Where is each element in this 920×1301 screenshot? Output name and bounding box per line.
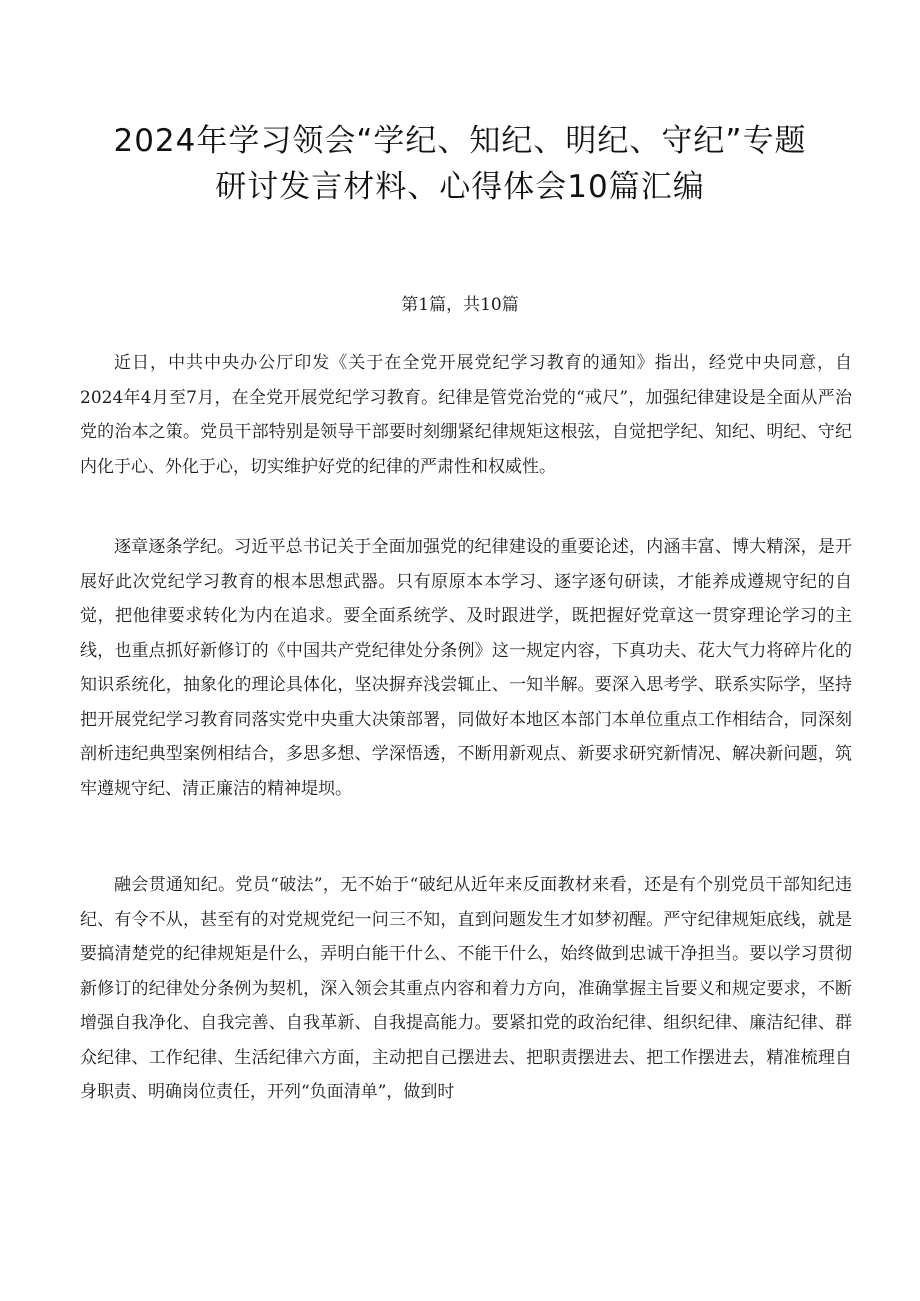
body-paragraph-3: 融会贯通知纪。党员“破法”，无不始于“破纪从近年来反面教材来看，还是有个别党员干部知纪违纪、有令不从，甚至有的对党规党纪一问三不知，直到问题发生才如梦初醒。严守纪律规矩底线，就是要搞清楚党的纪律规矩是什么，弄明白能干什么、不能干什么，始终做到忠诚干净担当。要以学习贯彻新修订的纪律处分条例为契机，深入领会其重点内容和着力方向，准确掌握主旨要义和规定要求，不断增强自我净化、自我完善、自我革新、自我提高能力。要紧扣党的政治纪律、组织纪律、廉洁纪律、群众纪律、工作纪律、生活纪律六方面，主动把自己摆进去、把职责摆进去、把工作摆进去，精准梳理自身职责、明确岗位责任，开列“负面清单”，做到时 xyxy=(80,875,852,1102)
body-paragraph-2: 逐章逐条学纪。习近平总书记关于全面加强党的纪律建设的重要论述，内涵丰富、博大精深，是开展好此次党纪学习教育的根本思想武器。只有原原本本学习、逐字逐句研读，才能养成遵规守纪的自觉，把他律要求转化为内在追求。要全面系统学、及时跟进学，既把握好党章这一贯穿理论学习的主线，也重点抓好新修订的《中国共产党纪律处分条例》这一规定内容，下真功夫、花大气力将碎片化的知识系统化，抽象化的理论具体化，坚决摒弃浅尝辄止、一知半解。要深入思考学、联系实际学，坚持把开展党纪学习教育同落实党中央重大决策部署，同做好本地区本部门本单位重点工作相结合，同深刻剖析违纪典型案例相结合，多思多想、学深悟透，不断用新观点、新要求研究新情况、解决新问题，筑牢遵规守纪、清正廉洁的精神堤坝。 xyxy=(80,537,852,799)
document-title-line-1: 2024年学习领会“学纪、知纪、明纪、守纪”专题 xyxy=(113,123,807,159)
document-title-line-2: 研讨发言材料、心得体会10篇汇编 xyxy=(215,169,705,205)
section-label: 第1篇，共10篇 xyxy=(401,295,519,315)
body-paragraph-1: 近日，中共中央办公厅印发《关于在全党开展党纪学习教育的通知》指出，经党中央同意，自2024年4月至7月，在全党开展党纪学习教育。纪律是管党治党的“戒尺”，加强纪律建设是全面从严治党的治本之策。党员干部特别是领导干部要时刻绷紧纪律规矩这根弦，自觉把学纪、知纪、明纪、守纪内化于心、外化于心，切实维护好党的纪律的严肃性和权威性。 xyxy=(80,353,852,477)
